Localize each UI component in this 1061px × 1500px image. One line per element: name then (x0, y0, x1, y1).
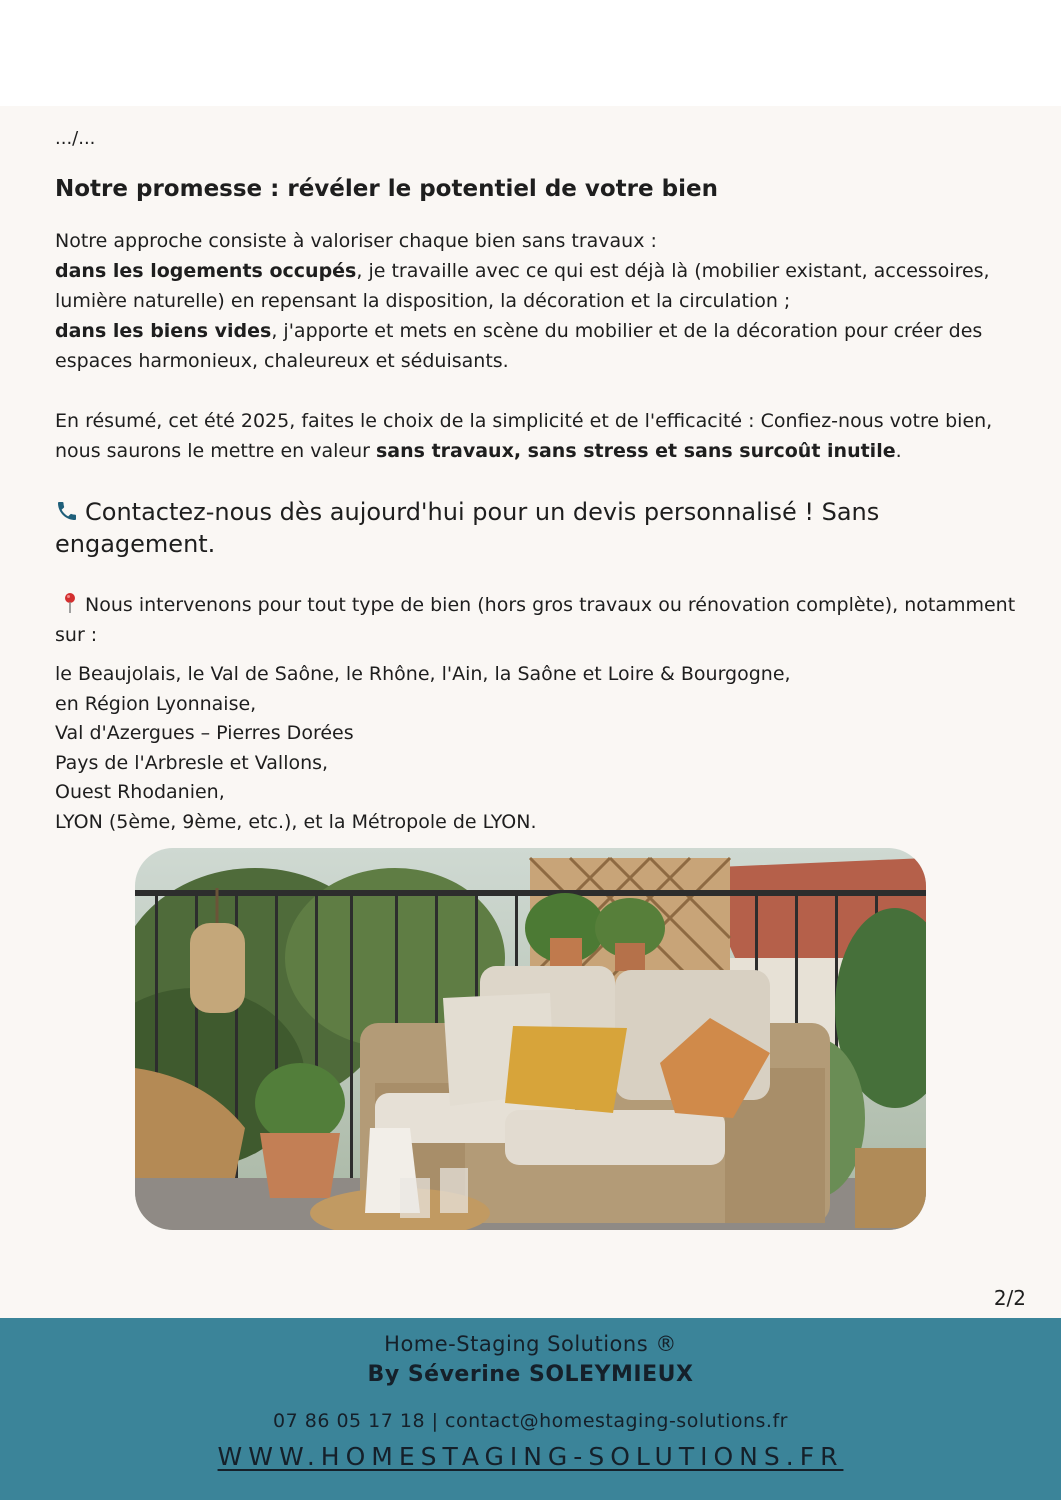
continuation-marker: .../... (55, 128, 96, 149)
footer-website-text[interactable]: WWW.HOMESTAGING-SOLUTIONS.FR (217, 1442, 844, 1471)
footer-author: By Séverine SOLEYMIEUX (367, 1362, 694, 1387)
page-number: 2/2 (993, 1286, 1026, 1310)
balcony-photo (135, 848, 926, 1230)
occupied-item (55, 256, 1025, 316)
summary-end: . (895, 440, 902, 462)
approach-intro: Notre approche consiste à valoriser chaque bien sans travaux : (55, 230, 657, 252)
region-item: Ouest Rhodanien, (55, 781, 225, 804)
summary-text: En résumé, cet été 2025, faites le choix de la simplicité et de l'efficacité : Confiez-nous votre bien, nous saurons le mettre en valeur (55, 410, 993, 462)
footer-brand: Home-Staging Solutions ® (384, 1332, 677, 1356)
occupied-bold: dans les logements occupés (55, 260, 357, 282)
footer (0, 1318, 1061, 1500)
empty-item (55, 316, 1025, 376)
region-item: en Région Lyonnaise, (55, 692, 257, 715)
regions-intro (55, 590, 1025, 650)
occupied-text: , je travaille avec ce qui est déjà là (mobilier existant, accessoires, lumière naturelle) en repensant la disposition, la décoration et la circulation ; (55, 260, 990, 312)
empty-bold: dans les biens vides (55, 320, 272, 342)
empty-text: , j'apporte et mets en scène du mobilier et de la décoration pour créer des espaces harmonieux, chaleureux et séduisants. (55, 320, 983, 372)
section-heading: Notre promesse : révéler le potentiel de votre bien (55, 176, 718, 202)
summary-bold: sans travaux, sans stress et sans surcoût inutile (375, 440, 896, 462)
pin-icon (61, 592, 79, 614)
footer-website-link[interactable] (0, 1442, 1061, 1471)
approach-paragraph (55, 226, 1025, 376)
phone-icon (55, 499, 79, 523)
regions-intro-text: Nous intervenons pour tout type de bien (hors gros travaux ou rénovation complète), notamment sur : (55, 594, 1016, 646)
document-content (55, 126, 1025, 838)
contact-cta (55, 496, 1025, 560)
region-item: Val d'Azergues – Pierres Dorées (55, 722, 354, 745)
regions-list (55, 660, 1025, 838)
contact-cta-text: Contactez-nous dès aujourd'hui pour un devis personnalisé ! Sans engagement. (55, 498, 880, 558)
footer-contact[interactable]: 07 86 05 17 18 | contact@homestaging-solutions.fr (273, 1410, 788, 1432)
region-item: Pays de l'Arbresle et Vallons, (55, 751, 329, 774)
region-item: LYON (5ème, 9ème, etc.), et la Métropole de LYON. (55, 810, 537, 833)
region-item: le Beaujolais, le Val de Saône, le Rhône, l'Ain, la Saône et Loire & Bourgogne, (55, 663, 791, 685)
summary-paragraph (55, 406, 1025, 466)
